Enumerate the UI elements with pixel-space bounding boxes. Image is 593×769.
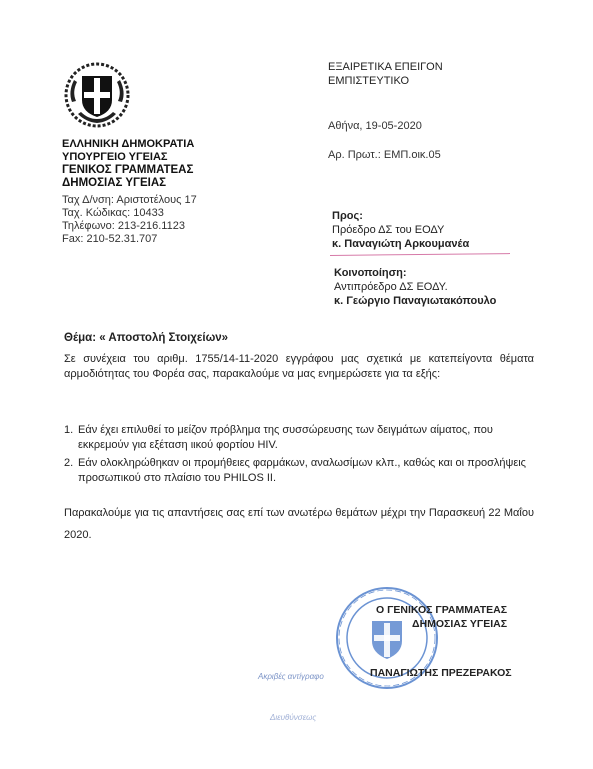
- cc-block: [334, 266, 496, 308]
- greek-coat-of-arms-icon: [64, 62, 130, 128]
- classification-block: [328, 60, 443, 88]
- sender-public-health: ΔΗΜΟΣΙΑΣ ΥΓΕΙΑΣ: [62, 177, 167, 189]
- letter-closing: Παρακαλούμε για τις απαντήσεις σας επί των ανωτέρω θεμάτων μέχρι την Παρασκευή 22 Μαΐου 2020.: [64, 507, 534, 541]
- faded-stamp-text-lower: Διευθύνσεως: [270, 713, 317, 722]
- sender-secretary: ΓΕΝΙΚΟΣ ΓΡΑΜΜΑΤΕΑΣ: [62, 164, 194, 176]
- letter-date: Αθήνα, 19-05-2020: [328, 120, 422, 132]
- signatory-name: ΠΑΝΑΓΙΩΤΗΣ ΠΡΕΖΕΡΑΚΟΣ: [370, 667, 512, 679]
- sender-address: Ταχ Δ/νση: Αριστοτέλους 17: [62, 194, 197, 206]
- faded-stamp-text: Ακριβές αντίγραφο: [258, 672, 324, 681]
- handwritten-underline: [330, 253, 510, 256]
- cc-recipient-title: Αντιπρόεδρο ΔΣ ΕΟΔΥ.: [334, 281, 448, 293]
- confidential-label: ΕΜΠΙΣΤΕΥΤΙΚΟ: [328, 75, 410, 87]
- sender-postal-code: Ταχ. Κώδικας: 10433: [62, 207, 164, 219]
- recipient-block: [332, 209, 469, 251]
- request-list: [64, 423, 534, 489]
- signature-title-line2: ΔΗΜΟΣΙΑΣ ΥΓΕΙΑΣ: [412, 618, 508, 630]
- to-recipient-name: κ. Παναγιώτη Αρκουμανέα: [332, 238, 470, 250]
- cc-recipient-name: κ. Γεώργιο Παναγιωτακόπουλο: [334, 295, 497, 307]
- list-item-number: 2.: [64, 457, 74, 469]
- list-item: [64, 456, 534, 486]
- sender-fax: Fax: 210-52.31.707: [62, 233, 158, 245]
- signature-title-line1: Ο ΓΕΝΙΚΟΣ ΓΡΑΜΜΑΤΕΑΣ: [376, 604, 508, 616]
- signature-title: [376, 603, 507, 631]
- to-recipient-title: Πρόεδρο ΔΣ του ΕΟΔΥ: [332, 224, 445, 236]
- sender-ministry: ΥΠΟΥΡΓΕΙΟ ΥΓΕΙΑΣ: [62, 151, 168, 163]
- list-item: [64, 423, 534, 453]
- to-label: Προς:: [332, 210, 363, 222]
- urgency-label: ΕΞΑΙΡΕΤΙΚΑ ΕΠΕΙΓΟΝ: [328, 61, 443, 73]
- list-item-text: Εάν έχει επιλυθεί το μείζον πρόβλημα της συσσώρευσης των δειγμάτων αίματος, που εκκρεμούν για εξέταση ιικού φορτίου HIV.: [78, 424, 493, 451]
- protocol-number: Αρ. Πρωτ.: ΕΜΠ.οικ.05: [328, 149, 441, 161]
- sender-republic: ΕΛΛΗΝΙΚΗ ΔΗΜΟΚΡΑΤΙΑ: [62, 138, 195, 150]
- cc-label: Κοινοποίηση:: [334, 267, 407, 279]
- list-item-text: Εάν ολοκληρώθηκαν οι προμήθειες φαρμάκων, αναλωσίμων κλπ., καθώς και οι προσλήψεις προσωπικού στο πλαίσιο του PHILOS II.: [78, 457, 526, 484]
- sender-phone: Τηλέφωνο: 213-216.1123: [62, 220, 185, 232]
- letter-subject: Θέμα: « Αποστολή Στοιχείων»: [64, 332, 229, 344]
- list-item-number: 1.: [64, 424, 74, 436]
- letter-body: Σε συνέχεια του αριθμ. 1755/14-11-2020 εγγράφου μας σχετικά με κατεπείγοντα θέματα αρμοδιότητας του Φορέα σας, παρακαλούμε να μας ενημερώσετε για τα εξής:: [64, 353, 534, 381]
- sender-block: [62, 138, 197, 246]
